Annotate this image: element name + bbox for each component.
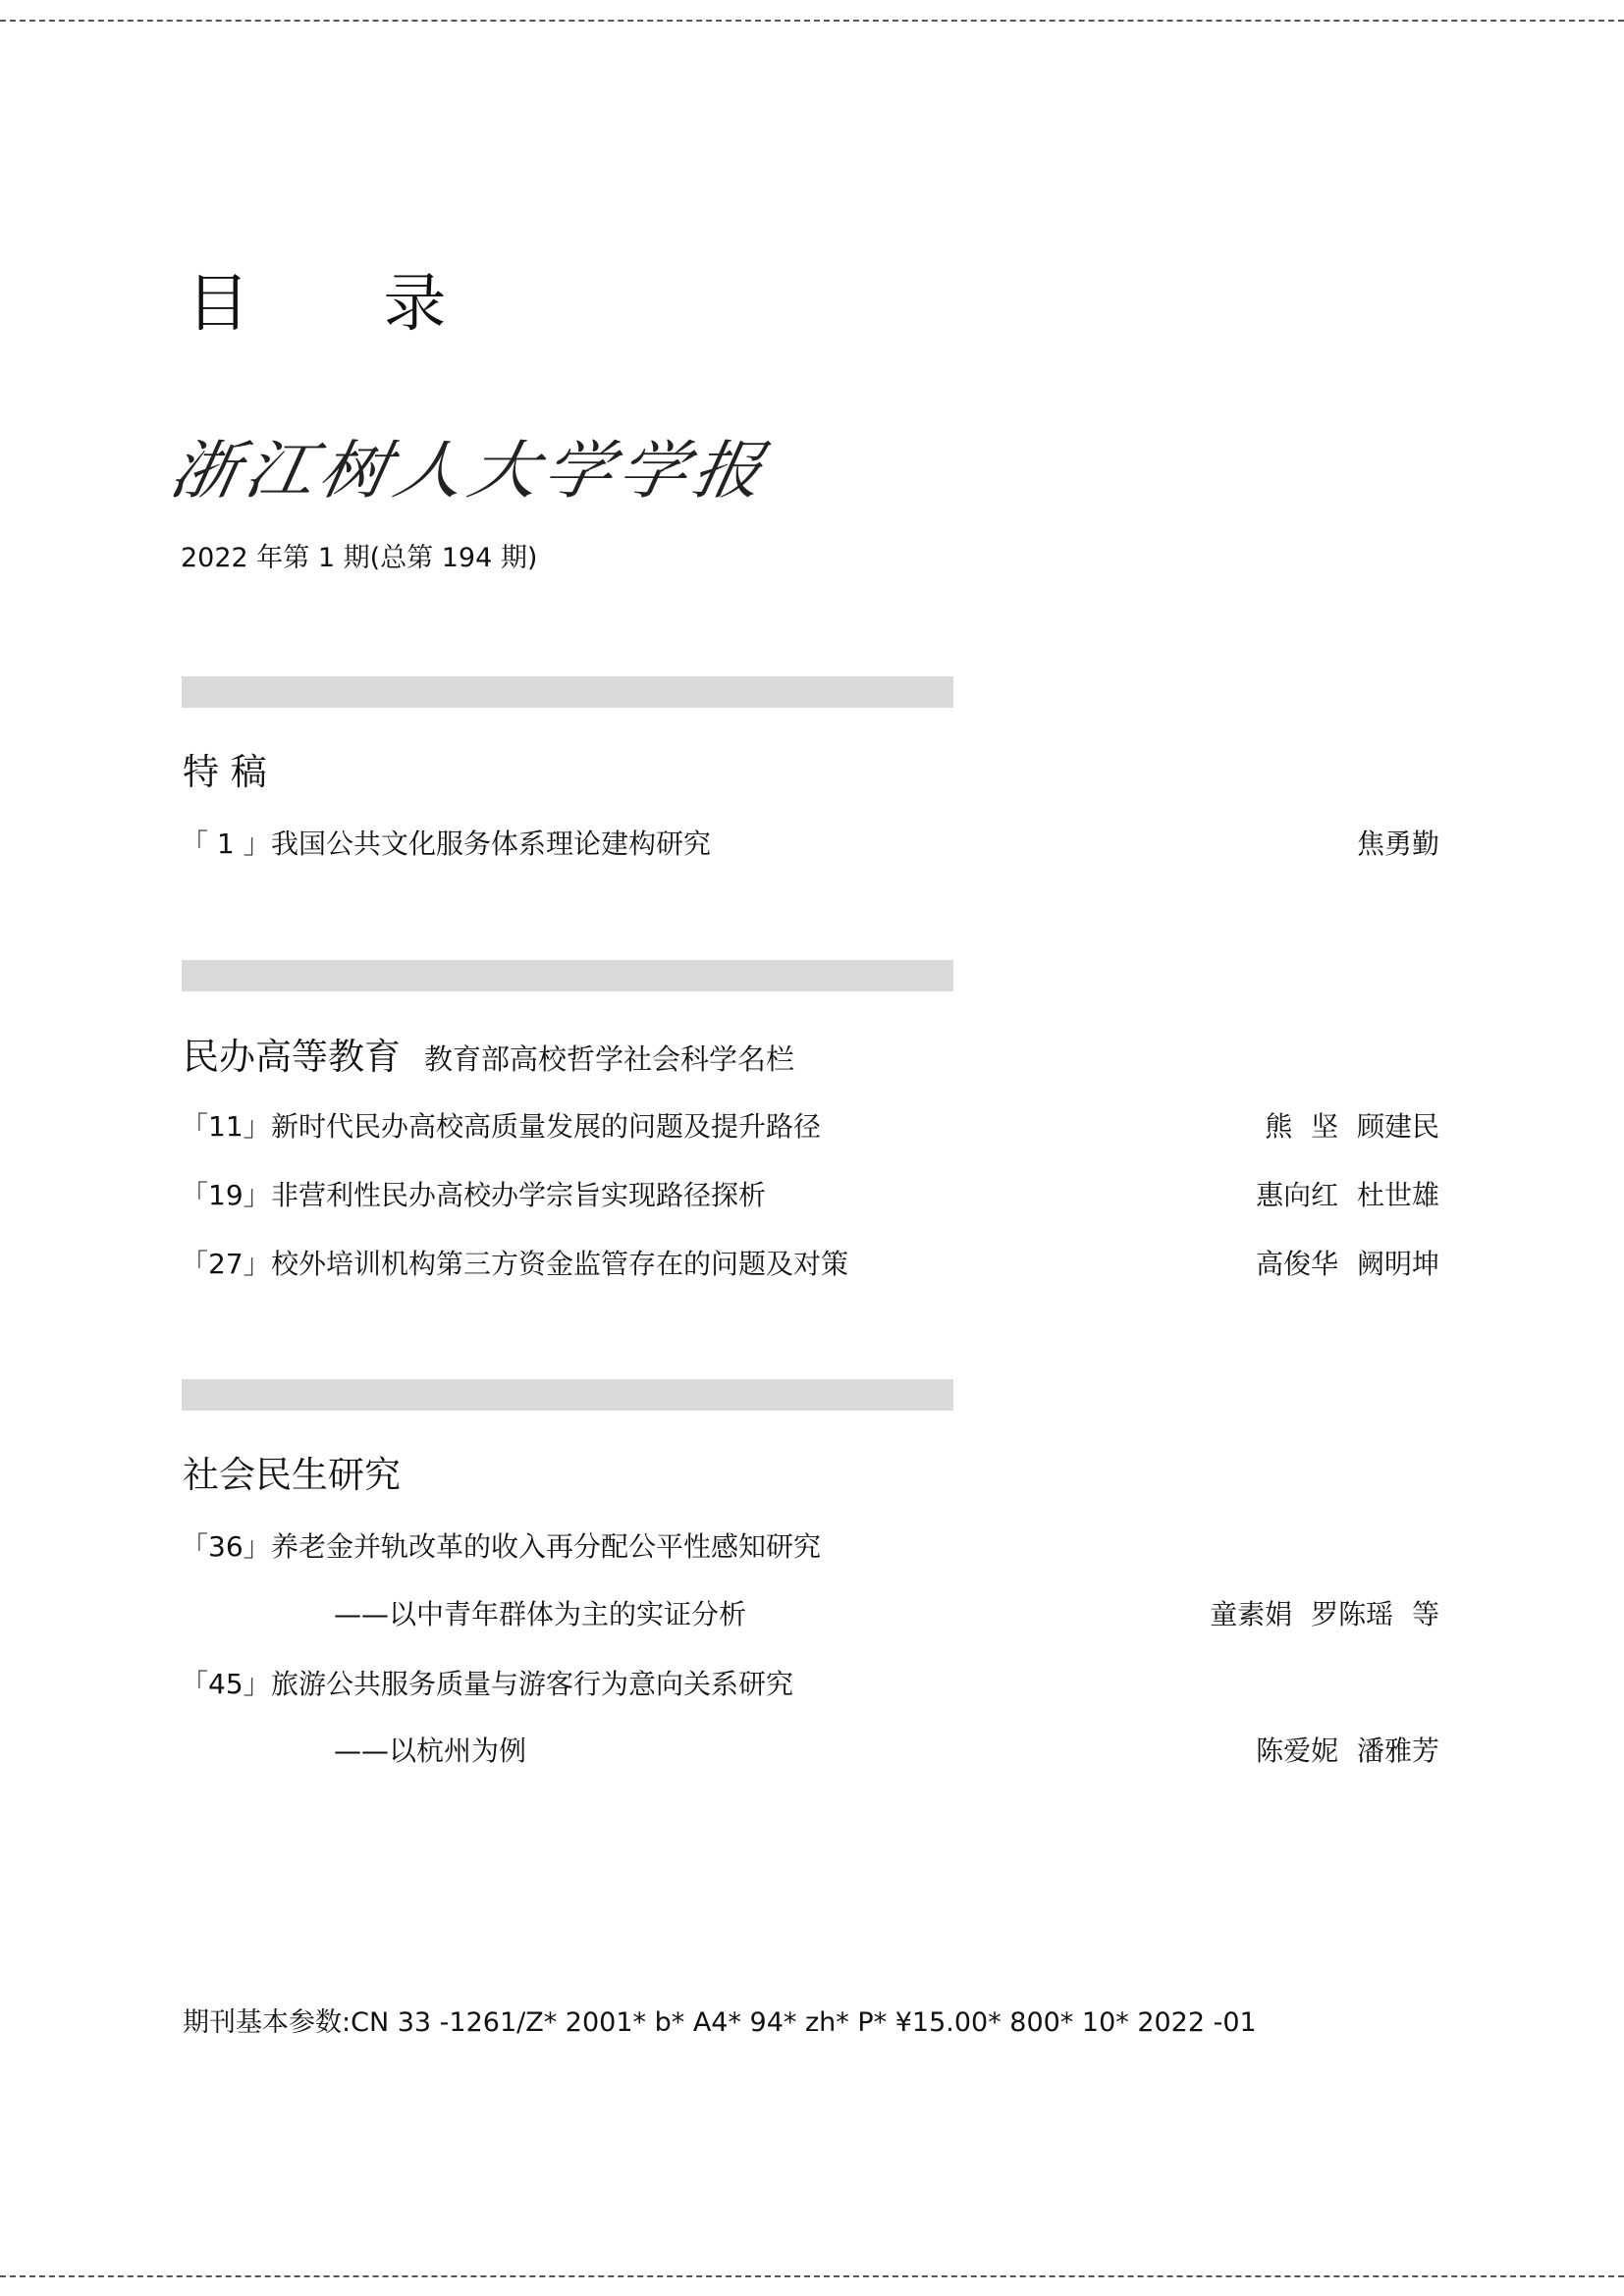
section-name: 社会民生研究 (183, 1454, 401, 1496)
article-title: 校外培训机构第三方资金监管存在的问题及对策 (271, 1248, 849, 1280)
article-authors: 童素娟 罗陈瑶 等 (1210, 1598, 1439, 1630)
toc-entry[interactable] (181, 1525, 1439, 1565)
article-title: 养老金并轨改革的收入再分配公平性感知研究 (271, 1530, 822, 1563)
page-number: 「27」 (181, 1248, 271, 1280)
article-authors: 陈爱妮 潘雅芳 (1256, 1735, 1439, 1767)
section-heading (183, 742, 267, 795)
journal-parameters: 期刊基本参数:CN 33 -1261/Z* 2001* b* A4* 94* zh* P* ¥15.00* 800* 10* 2022 -01 (183, 2007, 1257, 2038)
toc-entry-subtitle[interactable] (334, 1593, 1439, 1632)
article-title: 我国公共文化服务体系理论建构研究 (271, 828, 712, 860)
toc-entry[interactable] (181, 1243, 1439, 1282)
toc-entry[interactable] (181, 1663, 1439, 1702)
toc-entry-subtitle[interactable] (334, 1730, 1439, 1769)
toc-entry[interactable] (181, 823, 1439, 862)
page-number: 「11」 (181, 1110, 271, 1143)
article-subtitle: ——以杭州为例 (334, 1735, 527, 1767)
page-number: 「 1 」 (181, 828, 271, 860)
page-number: 「19」 (181, 1179, 271, 1211)
section-heading (183, 1027, 794, 1080)
article-authors: 焦勇勤 (1356, 828, 1439, 860)
section-bar (182, 960, 953, 991)
article-authors: 高俊华 阙明坤 (1256, 1248, 1439, 1280)
article-title: 非营利性民办高校办学宗旨实现路径探析 (271, 1179, 767, 1211)
issue-info: 2022 年第 1 期(总第 194 期) (181, 543, 538, 573)
section-bar (182, 676, 953, 708)
bottom-cut-line (0, 2275, 1624, 2277)
toc-entry[interactable] (181, 1174, 1439, 1213)
page-number: 「45」 (181, 1668, 271, 1700)
page-number: 「36」 (181, 1530, 271, 1563)
top-cut-line (0, 20, 1624, 22)
article-authors: 惠向红 杜世雄 (1256, 1179, 1439, 1211)
toc-entry[interactable] (181, 1105, 1439, 1145)
section-heading (183, 1445, 401, 1498)
article-title: 旅游公共服务质量与游客行为意向关系研究 (271, 1668, 794, 1700)
section-name: 民办高等教育 (183, 1036, 401, 1078)
article-authors: 熊 坚 顾建民 (1265, 1110, 1439, 1143)
section-subtitle: 教育部高校哲学社会科学名栏 (424, 1042, 795, 1076)
journal-masthead: 浙江树人大学学报 (164, 433, 775, 508)
section-name: 特 稿 (183, 751, 267, 793)
article-subtitle: ——以中青年群体为主的实证分析 (334, 1598, 747, 1630)
article-title: 新时代民办高校高质量发展的问题及提升路径 (271, 1110, 822, 1143)
toc-title: 目 录 (187, 268, 504, 341)
section-bar (182, 1379, 953, 1411)
